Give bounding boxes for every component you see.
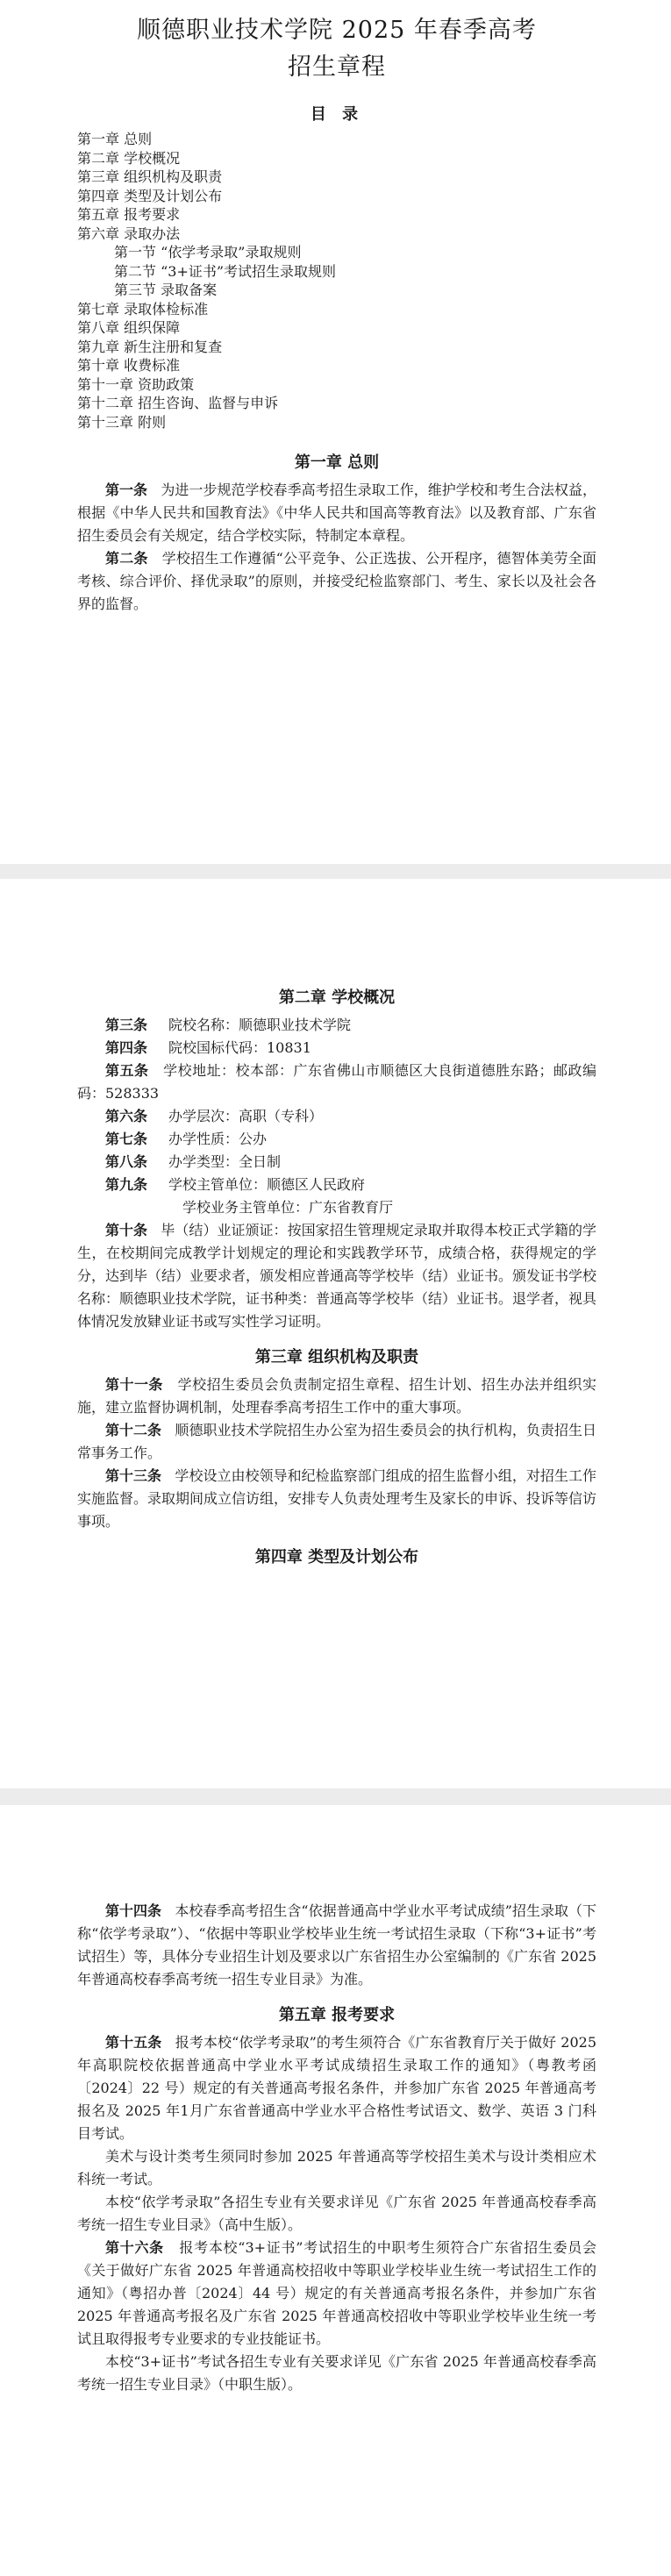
article-text: 学校招生委员会负责制定招生章程、招生计划、招生办法并组织实施，建立监督协调机制，处理春季高考招生工作中的重大事项。	[77, 1376, 596, 1416]
chapter-3-heading: 第三章 组织机构及职责	[254, 1348, 419, 1366]
toc-item[interactable]: 第二章 学校概况	[77, 149, 181, 167]
article-10	[77, 1219, 596, 1333]
article-label: 第一条	[105, 482, 148, 498]
article-15	[77, 2031, 596, 2145]
article-text: 学校设立由校领导和纪检监察部门组成的招生监督小组，对招生工作实施监督。录取期间成立信访组，安排专人负责处理考生及家长的申诉、投诉等信访事项。	[77, 1467, 597, 1530]
toc-item[interactable]: 第六章 录取办法	[77, 225, 181, 242]
article-1	[77, 479, 596, 547]
article-text: 学校招生工作遵循“公平竞争、公正选拔、公开程序，德智体美劳全面考核、综合评价、择优录取”的原则，并接受纪检监察部门、考生、家长以及社会各界的监督。	[77, 550, 596, 612]
toc-item[interactable]: 第十二章 招生咨询、监督与申诉	[77, 395, 279, 411]
article-text: 顺德职业技术学院招生办公室为招生委员会的执行机构，负责招生日常事务工作。	[77, 1422, 596, 1461]
article-text: 院校名称：顺德职业技术学院	[168, 1017, 352, 1033]
toc-item[interactable]: 第九章 新生注册和复查	[77, 338, 223, 355]
article-3	[77, 1014, 596, 1037]
toc-item[interactable]: 第十一章 资助政策	[77, 375, 195, 393]
article-text: 本校春季高考招生含“依据普通高中学业水平考试成绩”招生录取（下称“依学考录取”）、“依据中等职业学校毕业生统一考试招生录取（下称“3+证书”考试招生）等，具体分专业招生计划及要求以广东省招生办公室编制的《广东省 2025 年普通高校春季高考统一招生专业目录》为准。	[77, 1902, 596, 1987]
article-text: 报考本校“依学考录取”的考生须符合《广东省教育厅关于做好 2025 年高职院校依据普通高中学业水平考试成绩招生录取工作的通知》（粤教考函〔2024〕22 号）规定的有关普通高考报名条件，并参加广东省 2025 年普通高考报名及 2025 年1月广东省普通高中学业水平合格性考试语文、数学、英语 3 门科目考试。	[77, 2034, 596, 2142]
document-page-3	[0, 1805, 671, 2576]
article-text: 为进一步规范学校春季高考招生录取工作，维护学校和考生合法权益，根据《中华人民共和国教育法》《中华人民共和国高等教育法》以及教育部、广东省招生委员会有关规定，结合学校实际，特制定本章程。	[77, 482, 596, 544]
toc-subitem[interactable]: 第二节 “3+证书”考试招生录取规则	[114, 262, 337, 280]
toc-item[interactable]: 第十章 收费标准	[77, 357, 181, 374]
article-text: 学校主管单位：顺德区人民政府	[168, 1176, 366, 1193]
article-13	[77, 1465, 596, 1533]
article-text: 办学层次：高职（专科）	[168, 1108, 324, 1124]
article-text: 办学类型：全日制	[168, 1153, 282, 1170]
article-label: 第十四条	[105, 1902, 162, 1919]
table-of-contents	[77, 130, 596, 432]
article-label: 第十三条	[105, 1467, 162, 1484]
article-text: 学校地址：校本部：广东省佛山市顺德区大良街道德胜东路；邮政编码：528333	[77, 1062, 596, 1102]
article-14	[77, 1900, 596, 1991]
document-page-2	[0, 879, 671, 1788]
paragraph: 本校“3+证书”考试各招生专业有关要求详见《广东省 2025 年普通高校春季高考统一招生专业目录》（中职生版）。	[77, 2353, 596, 2393]
article-label: 第十二条	[105, 1422, 162, 1438]
article-8	[77, 1151, 596, 1174]
article-label: 第六条	[105, 1108, 148, 1124]
article-9-continuation: 学校业务主管单位：广东省教育厅	[182, 1199, 394, 1216]
paragraph: 美术与设计类考生须同时参加 2025 年普通高等学校招生美术与设计类相应术科统一考试。	[77, 2148, 596, 2187]
article-7	[77, 1128, 596, 1151]
article-label: 第九条	[105, 1176, 148, 1193]
toc-item[interactable]: 第一章 总则	[77, 131, 153, 147]
article-label: 第二条	[105, 550, 148, 567]
article-text: 院校国标代码：10831	[168, 1039, 311, 1056]
article-label: 第十六条	[105, 2239, 164, 2256]
chapter-1-heading: 第一章 总则	[294, 453, 380, 472]
toc-item[interactable]: 第十三章 附则	[77, 413, 167, 431]
toc-item[interactable]: 第五章 报考要求	[77, 206, 181, 223]
article-6	[77, 1105, 596, 1128]
article-11	[77, 1374, 596, 1419]
toc-subitem[interactable]: 第一节 “依学考录取”录取规则	[114, 244, 302, 260]
article-label: 第八条	[105, 1153, 148, 1170]
document-page-1	[0, 0, 671, 864]
toc-item[interactable]: 第三章 组织机构及职责	[77, 168, 223, 185]
article-text: 报考本校“3+证书”考试招生的中职考生须符合广东省招生委员会《关于做好广东省 2025 年普通高校招收中等职业学校毕业生统一考试招生工作的通知》（粤招办普〔2024〕44 号）规定的有关普通高考报名条件，并参加广东省 2025 年普通高考报名及广东省 2025 年普通高校招收中等职业学校毕业生统一考试且取得报考专业要求的专业技能证书。	[77, 2239, 596, 2347]
document-title-line-1: 顺德职业技术学院 2025 年春季高考	[137, 17, 537, 44]
article-9	[77, 1174, 596, 1196]
toc-item[interactable]: 第八章 组织保障	[77, 319, 181, 336]
document-title-line-2: 招生章程	[288, 54, 386, 81]
article-label: 第五条	[105, 1062, 149, 1079]
paragraph: 本校“依学考录取”各招生专业有关要求详见《广东省 2025 年普通高校春季高考统一招生专业目录》（高中生版）。	[77, 2194, 596, 2233]
chapter-4-heading: 第四章 类型及计划公布	[254, 1548, 419, 1566]
article-label: 第四条	[105, 1039, 148, 1056]
article-12	[77, 1419, 596, 1465]
article-label: 第十条	[105, 1222, 148, 1238]
toc-heading: 目 录	[310, 105, 364, 124]
article-4	[77, 1037, 596, 1060]
article-text: 毕（结）业证颁证：按国家招生管理规定录取并取得本校正式学籍的学生，在校期间完成教学计划规定的理论和实践教学环节，成绩合格，获得规定的学分，达到毕（结）业要求者，颁发相应普通高等学校毕（结）业证书。颁发证书学校名称：顺德职业技术学院，证书种类：普通高等学校毕（结）业证书。退学者，视具体情况发放肄业证书或写实性学习证明。	[77, 1222, 597, 1330]
article-label: 第十五条	[105, 2034, 162, 2051]
article-label: 第三条	[105, 1017, 148, 1033]
article-text: 办学性质：公办	[168, 1131, 268, 1147]
article-label: 第十一条	[105, 1376, 163, 1393]
article-2	[77, 547, 596, 616]
toc-subitem[interactable]: 第三节 录取备案	[114, 282, 218, 298]
article-5	[77, 1060, 596, 1105]
chapter-5-heading: 第五章 报考要求	[278, 2006, 396, 2024]
toc-item[interactable]: 第七章 录取体检标准	[77, 300, 209, 318]
chapter-2-heading: 第二章 学校概况	[278, 988, 396, 1007]
toc-item[interactable]: 第四章 类型及计划公布	[77, 187, 223, 204]
article-label: 第七条	[105, 1131, 148, 1147]
article-16	[77, 2237, 596, 2351]
